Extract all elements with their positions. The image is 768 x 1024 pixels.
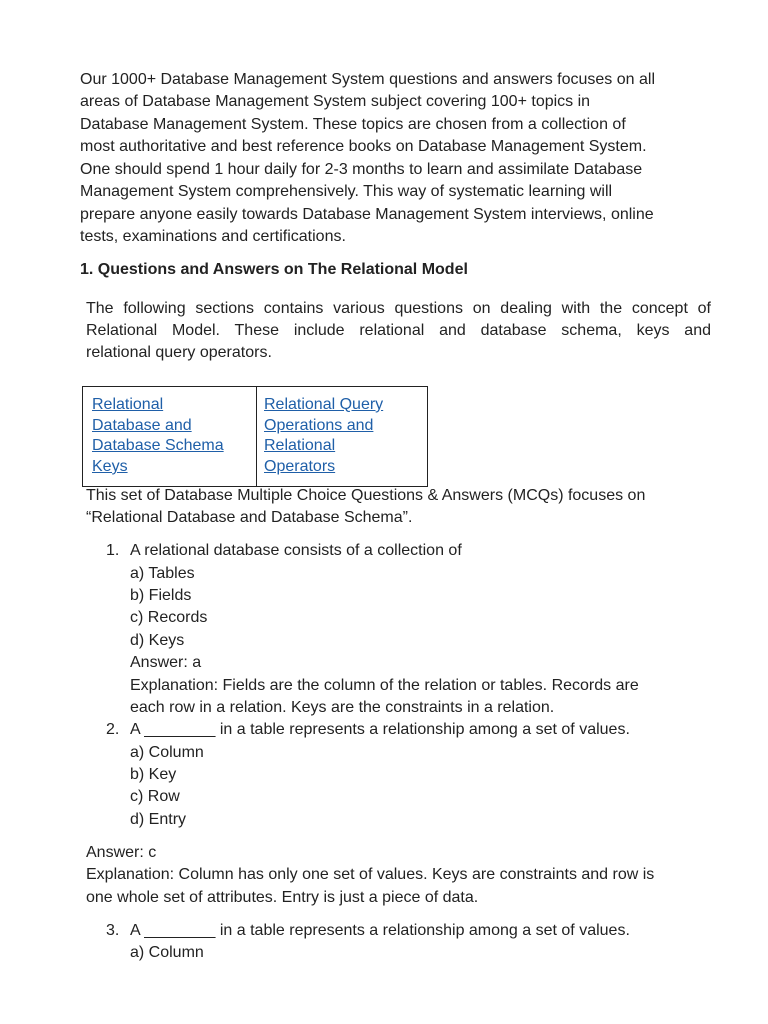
question-text: A relational database consists of a collection of (130, 542, 462, 559)
option: d) Entry (130, 811, 187, 828)
explanation: each row in a relation. Keys are the constraints in a relation. (130, 699, 555, 716)
intro-line: prepare anyone easily towards Database Management System interviews, online (80, 206, 654, 223)
intro-line: tests, examinations and certifications. (80, 228, 346, 245)
link-relational-operators[interactable]: Relational (264, 437, 336, 454)
intro-line: areas of Database Management System subject covering 100+ topics in (80, 93, 591, 110)
question-text: A ________ in a table represents a relationship among a set of values. (130, 721, 630, 738)
links-table (82, 386, 428, 487)
set-intro-line: This set of Database Multiple Choice Questions & Answers (MCQs) focuses on (86, 487, 646, 504)
option: a) Column (130, 744, 204, 761)
option: c) Records (130, 609, 208, 626)
table-divider (256, 387, 257, 486)
option: a) Column (130, 944, 204, 961)
option: b) Key (130, 766, 177, 783)
intro-line: most authoritative and best reference books on Database Management System. (80, 138, 647, 155)
option: b) Fields (130, 587, 192, 604)
section-intro-line: The following sections contains various questions on dealing with the concept of (86, 300, 711, 317)
section-heading: 1. Questions and Answers on The Relational Model (80, 261, 468, 278)
option: a) Tables (130, 565, 195, 582)
explanation: one whole set of attributes. Entry is just a piece of data. (86, 889, 479, 906)
link-relational-query-operations[interactable]: Operations and (264, 417, 374, 434)
intro-line: Management System comprehensively. This way of systematic learning will (80, 183, 613, 200)
link-relational-operators[interactable]: Operators (264, 458, 336, 475)
option: d) Keys (130, 632, 185, 649)
section-intro-line: Relational Model. These include relational and database schema, keys and (86, 322, 711, 339)
link-relational-database-schema[interactable]: Relational (92, 396, 164, 413)
link-relational-database-schema[interactable]: Database and (92, 417, 192, 434)
answer: Answer: a (130, 654, 202, 671)
link-relational-query-operations[interactable]: Relational Query (264, 396, 384, 413)
question-number: 2. (106, 721, 120, 738)
section-intro-line: relational query operators. (86, 344, 272, 361)
link-keys[interactable]: Keys (92, 458, 128, 475)
intro-line: Our 1000+ Database Management System questions and answers focuses on all (80, 71, 655, 88)
question-text: A ________ in a table represents a relationship among a set of values. (130, 922, 630, 939)
question-number: 1. (106, 542, 120, 559)
explanation: Explanation: Column has only one set of values. Keys are constraints and row is (86, 866, 655, 883)
answer: Answer: c (86, 844, 157, 861)
explanation: Explanation: Fields are the column of the relation or tables. Records are (130, 677, 639, 694)
intro-line: One should spend 1 hour daily for 2-3 months to learn and assimilate Database (80, 161, 643, 178)
intro-line: Database Management System. These topics are chosen from a collection of (80, 116, 626, 133)
question-number: 3. (106, 922, 120, 939)
link-relational-database-schema[interactable]: Database Schema (92, 437, 224, 454)
set-intro-line: “Relational Database and Database Schema”. (86, 509, 413, 526)
option: c) Row (130, 788, 180, 805)
